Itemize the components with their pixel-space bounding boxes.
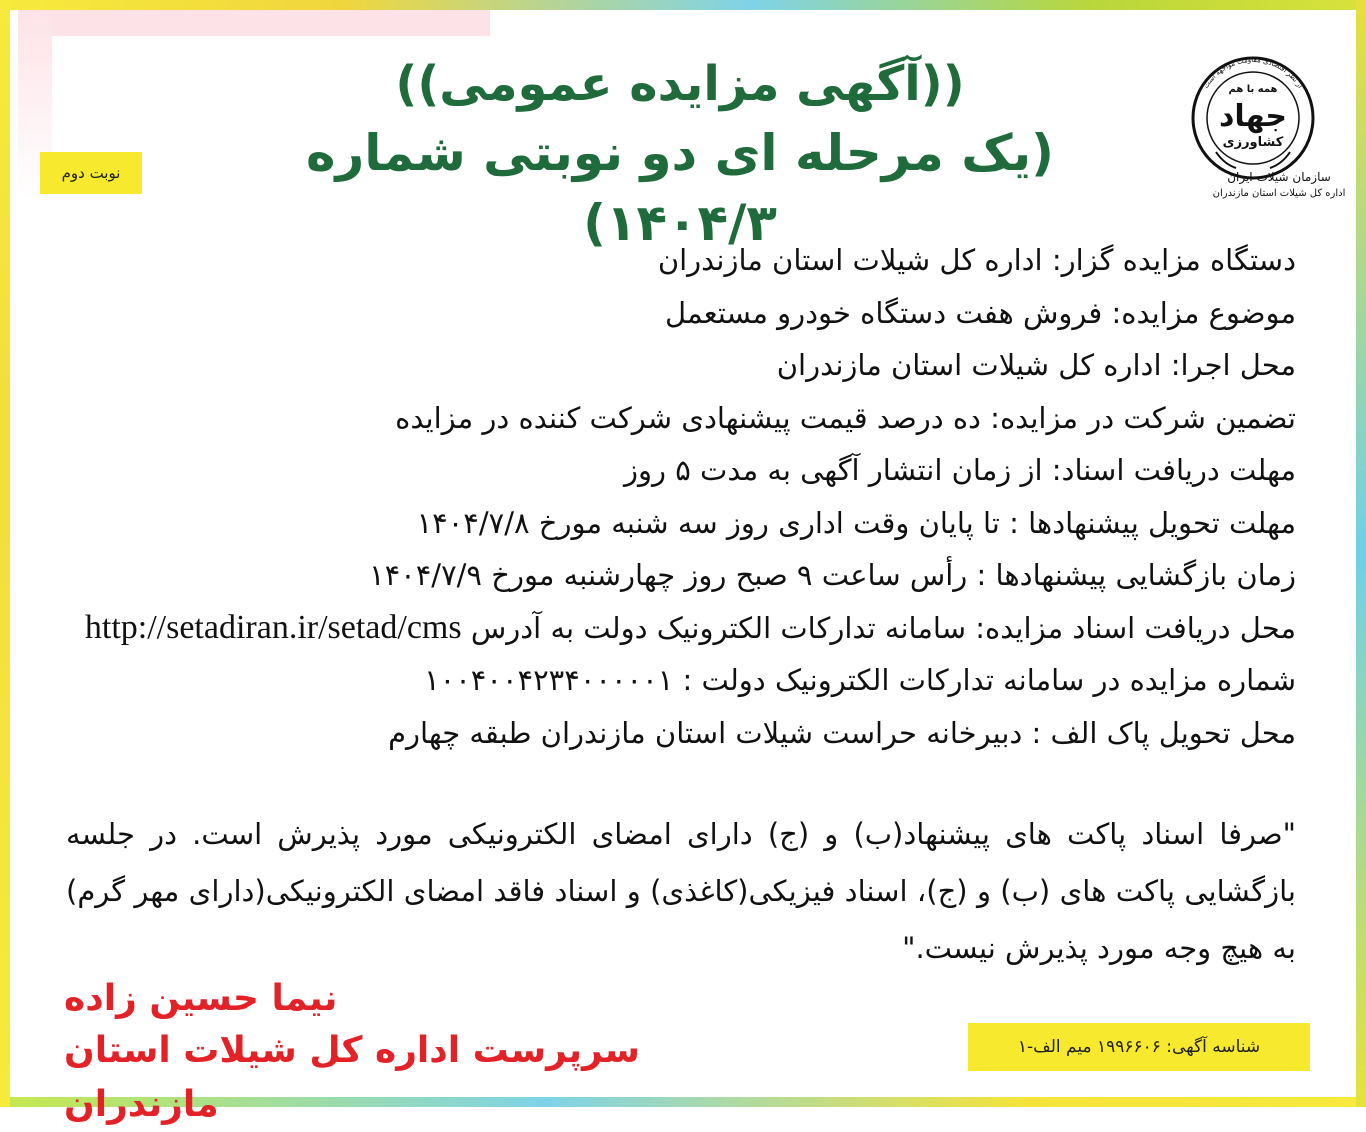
detail-doc-source bbox=[66, 602, 1296, 655]
detail-value: فروش هفت دستگاه خودرو مستعمل bbox=[664, 295, 1103, 330]
detail-value: ده درصد قیمت پیشنهادی شرکت کننده در مزایده bbox=[395, 400, 981, 435]
logo-org-name: سازمان شیلات ایران bbox=[1227, 170, 1331, 184]
detail-value: سامانه تدارکات الکترونیک دولت به آدرس bbox=[470, 610, 967, 645]
detail-value: ۱۰۰۴۰۰۴۲۳۴۰۰۰۰۰۱ bbox=[424, 663, 674, 697]
logo-top-text: همه با هم bbox=[1228, 84, 1278, 95]
signatory-title: سرپرست اداره کل شیلات استان مازندران bbox=[64, 1030, 640, 1125]
detail-label: محل دریافت اسناد مزایده: bbox=[975, 610, 1296, 645]
round-badge: نوبت دوم bbox=[40, 152, 142, 194]
decorative-corner bbox=[18, 10, 490, 36]
ad-title: ((آگهی مزایده عمومی)) bbox=[395, 56, 965, 112]
detail-label: زمان بازگشایی پیشنهادها : bbox=[976, 558, 1296, 592]
detail-value: رأس ساعت ۹ صبح روز چهارشنبه مورخ ۱۴۰۴/۷/۹ bbox=[369, 558, 968, 592]
frame-left-border bbox=[0, 0, 10, 1107]
ad-subtitle: (یک مرحله ای دو نوبتی شماره ۱۴۰۴/۳) bbox=[305, 124, 1055, 252]
logo-main-text: جهاد bbox=[1218, 99, 1288, 134]
detail-subject bbox=[66, 287, 1296, 340]
detail-label: شماره مزایده در سامانه تدارکات الکترونیک دولت : bbox=[682, 663, 1296, 697]
logo-dept-name: اداره کل شیلات استان مازندران bbox=[1212, 188, 1346, 199]
logo-arc-text: از نظر اقتصادی مقاومت مواجهه است bbox=[1201, 55, 1305, 90]
ad-id-badge: شناسه آگهی: ۱۹۹۶۶۰۶ میم الف-۱ bbox=[968, 1023, 1310, 1071]
detail-value: تا پایان وقت اداری روز سه شنبه مورخ ۱۴۰۴/۷/۸ bbox=[416, 505, 1000, 540]
detail-label: دستگاه مزایده گزار: bbox=[1051, 243, 1296, 277]
detail-label: محل تحویل پاک الف : bbox=[1031, 715, 1296, 750]
detail-value: اداره کل شیلات استان مازندران bbox=[776, 348, 1162, 382]
detail-guarantee bbox=[66, 392, 1296, 445]
signatory-name: نیما حسین زاده bbox=[64, 978, 338, 1019]
frame-top-border bbox=[0, 0, 1366, 10]
detail-envelope-delivery bbox=[66, 707, 1296, 760]
detail-label: محل اجرا: bbox=[1170, 348, 1296, 382]
frame-right-border bbox=[1356, 0, 1366, 1107]
detail-value: اداره کل شیلات استان مازندران bbox=[657, 243, 1043, 277]
detail-opening-time bbox=[66, 549, 1296, 602]
detail-organizer bbox=[66, 234, 1296, 287]
detail-auction-number bbox=[66, 654, 1296, 707]
detail-location bbox=[66, 339, 1296, 392]
detail-doc-deadline bbox=[66, 444, 1296, 497]
detail-label: مهلت تحویل پیشنهادها : bbox=[1009, 505, 1296, 540]
setad-url-link[interactable]: http://setadiran.ir/setad/cms bbox=[84, 608, 462, 646]
detail-value: دبیرخانه حراست شیلات استان مازندران طبقه چهارم bbox=[388, 715, 1023, 750]
ad-details bbox=[66, 234, 1296, 759]
detail-value: از زمان انتشار آگهی به مدت ۵ روز bbox=[624, 453, 1043, 487]
detail-label: مهلت دریافت اسناد: bbox=[1051, 453, 1296, 487]
ad-note: "صرفا اسناد پاکت های پیشنهاد(ب) و (ج) دارای امضای الکترونیکی مورد پذیرش است. در جلسه بازگشایی پاکت های (ب) و (ج)، اسناد فیزیکی(کاغذی) و اسناد فاقد امضای الکترونیکی(دارای مهر گرم) به هیچ وجه مورد پذیرش نیست." bbox=[66, 817, 1296, 965]
detail-label: موضوع مزایده: bbox=[1111, 295, 1296, 330]
detail-label: تضمین شرکت در مزایده: bbox=[990, 400, 1296, 435]
logo-sub-text: کشاورزی bbox=[1222, 135, 1284, 150]
detail-submission-deadline bbox=[66, 497, 1296, 550]
